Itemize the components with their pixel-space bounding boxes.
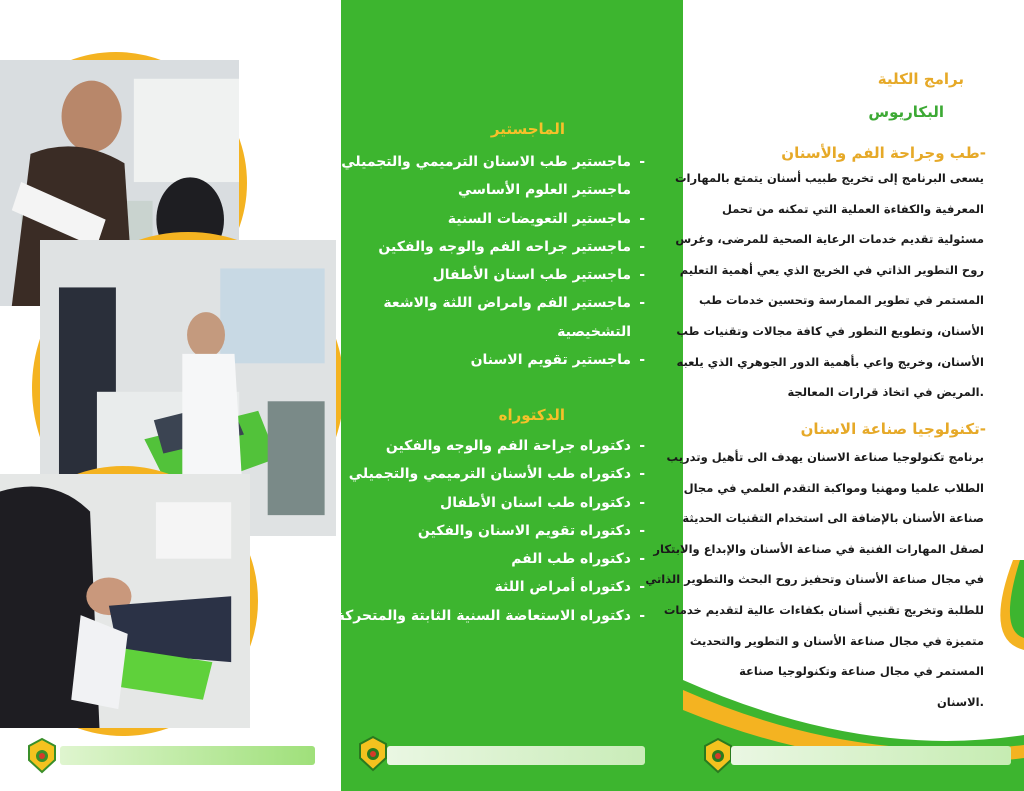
doctorate-list — [336, 432, 645, 630]
list-item: -دكتوراه طب اسنان الأطفال — [440, 494, 645, 511]
right-panel — [645, 0, 1024, 791]
college-logo-icon — [703, 738, 733, 772]
photo-patient-in-chair — [0, 466, 258, 736]
list-item: -دكتوراه تقويم الاسنان والفكين — [417, 522, 645, 539]
footer-bar — [387, 746, 645, 765]
program-heading-dentistry: -طب وجراحة الفم والأسنان — [781, 144, 986, 162]
list-item: ماجستير العلوم الأساسي — [457, 182, 631, 199]
list-item: -ماجستير جراحه الفم والوجه والفكين — [378, 238, 645, 255]
college-logo-icon — [27, 738, 57, 772]
list-item: -ماجستير طب اسنان الأطفال — [432, 267, 645, 284]
masters-list — [341, 148, 645, 374]
program-description-dental-technology: برنامج تكنولوجيا صناعة الاسنان يهدف الى تأهيل وتدريب الطلاب علميا ومهنيا ومواكبة التقدم العلمي في مجال صناعة الأسنان بالإضافة الى استخدام التقنيات الحديثة لصقل المهارات الفنية في صناعة الأسنان والإبداع والابتكار في مجال صناعة الأسنان وتحفيز روح البحث والتطوير الذاتي للطلبة وتخريج تقنيي أسنان بكفاءات عالية لتقديم خدمات متميزة في مجال صناعة الأسنان و التطوير والتحديث المستمر في مجال صناعة وتكنولوجيا صناعة .الاسنان — [645, 450, 984, 709]
footer-bar — [731, 746, 1011, 765]
list-item: -ماجستير تقويم الاسنان — [470, 352, 645, 369]
middle-panel — [336, 0, 683, 791]
list-item: -ماجستير طب الاسنان الترميمي والتجميلي — [341, 154, 645, 170]
list-item: -دكتوراه طب الأسنان الترميمي والتجميلي — [348, 466, 645, 483]
list-item: -دكتوراه الاستعاضة السنية الثابتة والمتحركة — [336, 607, 645, 624]
college-logo-icon — [358, 736, 388, 770]
list-item: -دكتوراه جراحة الفم والوجه والفكين — [385, 438, 645, 454]
program-description-dentistry: يسعى البرنامج إلى تخريج طبيب أسنان يتمتع بالمهارات المعرفية والكفاءة العملية التي تمكنه من تحمل مسئولية تقديم خدمات الرعاية الصحية للمرضى، وغرس روح التطوير الذاتي في الخريج الذي يعي أهمية التعليم المستمر في تطوير الممارسة وتحسين خدمات طب الأسنان، وتطويع التطور في كافة مجالات وتقنيات طب الأسنان، وخريج واعي بأهمية الدور الجوهري الذي يلعبه .المريض في اتخاذ قرارات المعالجة — [674, 171, 984, 400]
list-item: -دكتوراه أمراض اللثة — [494, 579, 645, 596]
bachelor-subtitle: البكاريوس — [868, 103, 944, 121]
list-item: -ماجستير التعويضات السنية — [447, 210, 645, 227]
left-panel — [0, 0, 341, 791]
program-heading-dental-technology: -تكنولوجيا صناعة الاسنان — [800, 420, 986, 438]
footer-bar — [60, 746, 315, 765]
masters-heading: الماجستير — [490, 120, 565, 138]
page-title: برامج الكلية — [877, 70, 964, 88]
list-item: -ماجستير الفم وامراض اللثة والاشعة — [383, 295, 645, 312]
doctorate-heading: الدكتوراه — [498, 406, 565, 424]
list-item: التشخيصية — [557, 323, 631, 340]
list-item: -دكتوراه طب الفم — [511, 551, 645, 568]
